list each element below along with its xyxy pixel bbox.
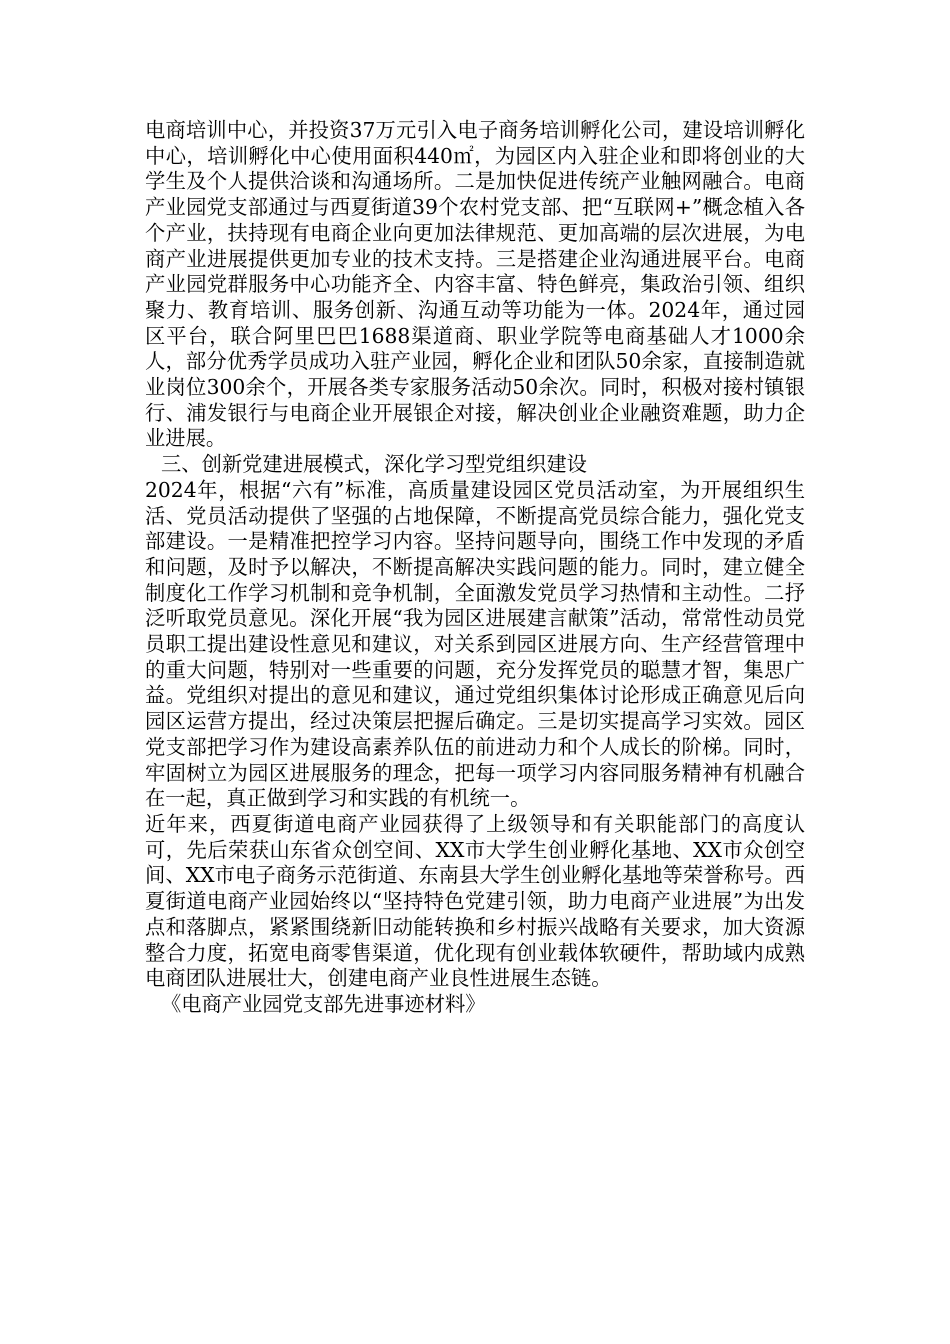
document-page xyxy=(145,118,805,1018)
paragraph-learning-party-building: 2024年，根据“六有”标准，高质量建设园区党员活动室，为开展组织生活、党员活动提供了坚强的占地保障，不断提高党员综合能力，强化党支部建设。一是精准把控学习内容。坚持问题导向，围绕工作中发现的矛盾和问题，及时予以解决，不断提高解决实践问题的能力。同时，建立健全制度化工作学习机制和竞争机制，全面激发党员学习热情和主动性。二抒泛听取党员意见。深化开展“我为园区进展建言献策”活动，常常性动员党员职工提出建设性意见和建议，对关系到园区进展方向、生产经营管理中的重大问题，特别对一些重要的问题，充分发挥党员的聪慧才智，集思广益。党组织对提出的意见和建议，通过党组织集体讨论形成正确意见后向园区运营方提出，经过决策层把握后确定。三是切实提高学习实效。园区党支部把学习作为建设高素养队伍的前进动力和个人成长的阶梯。同时，牢固树立为园区进展服务的理念，把每一项学习内容同服务精神有机融合在一起，真正做到学习和实践的有机统一。 xyxy=(145,477,805,811)
paragraph-honors: 近年来，西夏街道电商产业园获得了上级领导和有关职能部门的高度认可，先后荣获山东省众创空间、XX市大学生创业孵化基地、XX市众创空间、XX市电子商务示范街道、东南县大学生创业孵化基地等荣誉称号。西夏街道电商产业园始终以“坚持特色党建引领，助力电商产业进展”为出发点和落脚点，紧紧围绕新旧动能转换和乡村振兴战略有关要求，加大资源整合力度，拓宽电商零售渠道，优化现有创业载体软硬件，帮助域内成熟电商团队进展壮大，创建电商产业良性进展生态链。 xyxy=(145,811,805,991)
paragraph-incubation-center: 电商培训中心，并投资37万元引入电子商务培训孵化公司，建设培训孵化中心，培训孵化中心使用面积440㎡，为园区内入驻企业和即将创业的大学生及个人提供洽谈和沟通场所。二是加快促进传统产业触网融合。电商产业园党支部通过与西夏街道39个农村党支部、把“互联网+”概念植入各个产业，扶持现有电商企业向更加法律规范、更加高端的层次进展，为电商产业进展提供更加专业的技术支持。三是搭建企业沟通进展平台。电商产业园党群服务中心功能齐全、内容丰富、特色鲜亮，集政治引领、组织聚力、教育培训、服务创新、沟通互动等功能为一体。2024年，通过园区平台，联合阿里巴巴1688渠道商、职业学院等电商基础人才1000余人，部分优秀学员成功入驻产业园，孵化企业和团队50余家，直接制造就业岗位300余个，开展各类专家服务活动50余次。同时，积极对接村镇银行、浦发银行与电商企业开展银企对接，解决创业企业融资难题，助力企业进展。 xyxy=(145,118,805,451)
section-heading-three: 三、创新党建进展模式，深化学习型党组织建设 xyxy=(161,452,587,477)
document-footer-title: 《电商产业园党支部先进事迹材料》 xyxy=(161,991,486,1016)
